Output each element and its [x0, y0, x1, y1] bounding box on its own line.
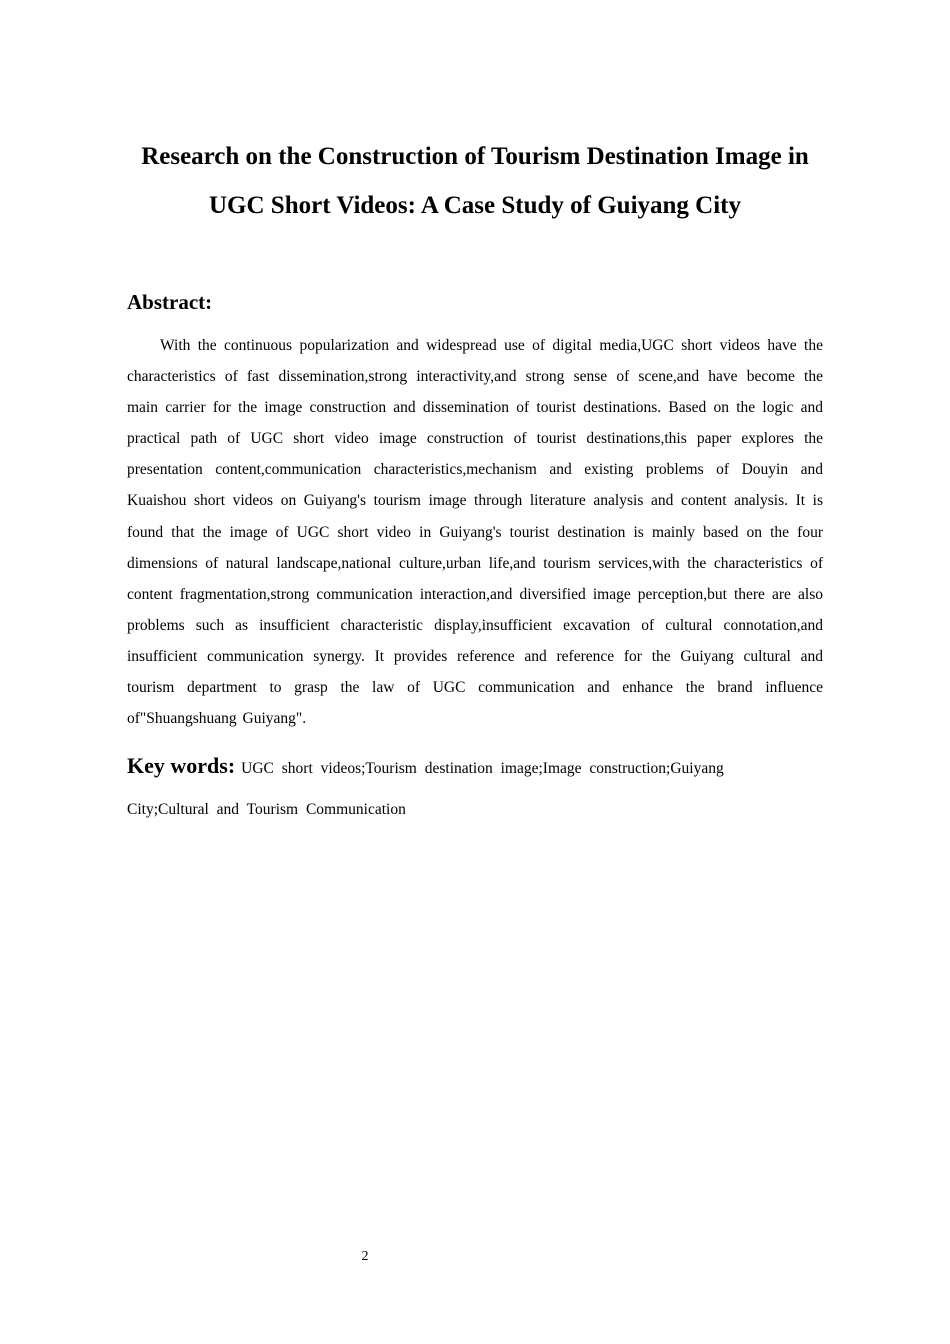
- keywords-text: UGC short videos;Tourism destination image;Image construction;Guiyang City;Cultural and Tourism Communication: [127, 760, 724, 818]
- paper-title: [100, 132, 850, 230]
- page-number: 2: [361, 1249, 369, 1264]
- keywords-label: Key words:: [127, 753, 236, 778]
- title-line-2: UGC Short Videos: A Case Study of Guiyang City: [208, 192, 742, 219]
- keywords-paragraph: [127, 745, 767, 830]
- abstract-heading: Abstract:: [127, 290, 213, 314]
- abstract-body: With the continuous popularization and widespread use of digital media,UGC short videos have the characteristics of fast dissemination,strong interactivity,and strong sense of scene,and have become the main carrier for the image construction and dissemination of tourist destinations. Based on the logic and practical path of UGC short video image construction of tourist destinations,this paper explores the presentation content,communication characteristics,mechanism and existing problems of Douyin and Kuaishou short videos on Guiyang's tourism image through literature analysis and content analysis. It is found that the image of UGC short video in Guiyang's tourist destination is mainly based on the four dimensions of natural landscape,national culture,urban life,and tourism services,with the characteristics of content fragmentation,strong communication interaction,and diversified image perception,but there are also problems such as insufficient characteristic display,insufficient excavation of cultural connotation,and insufficient communication synergy. It provides reference and reference for the Guiyang cultural and tourism department to grasp the law of UGC communication and enhance the brand influence of"Shuangshuang Guiyang".: [127, 337, 823, 728]
- title-line-1: Research on the Construction of Tourism Destination Image in: [141, 143, 809, 170]
